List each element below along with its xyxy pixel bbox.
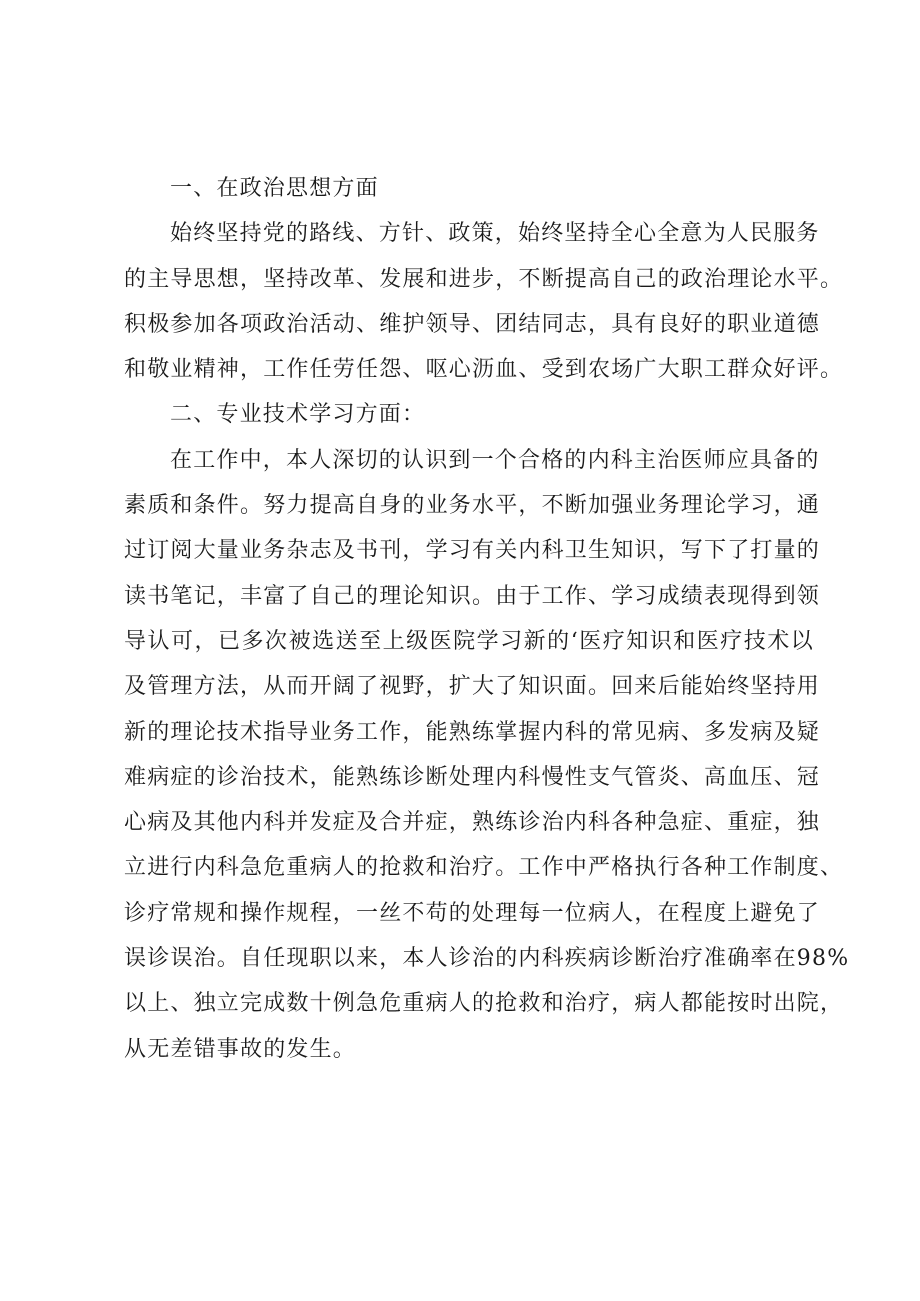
paragraph-line: 诊疗常规和操作规程，一丝不苟的处理每一位病人，在程度上避免了 bbox=[124, 900, 821, 926]
paragraph-line: 及管理方法，从而开阔了视野，扩大了知识面。回来后能始终坚持用 bbox=[124, 674, 821, 700]
section-heading-professional: 二、专业技术学习方面： bbox=[170, 402, 426, 428]
section-heading-political: 一、在政治思想方面 bbox=[170, 176, 379, 201]
paragraph-line: 过订阅大量业务杂志及书刊，学习有关内科卫生知识，写下了打量的 bbox=[124, 538, 821, 564]
paragraph-line: 在工作中，本人深切的认识到一个合格的内科主治医师应具备的 bbox=[170, 447, 820, 473]
paragraph-line: 素质和条件。努力提高自身的业务水平，不断加强业务理论学习，通 bbox=[124, 493, 821, 519]
paragraph-line: 新的理论技术指导业务工作，能熟练掌握内科的常见病、多发病及疑 bbox=[124, 719, 821, 745]
paragraph-line: 和敬业精神，工作任劳任怨、呕心沥血、受到农场广大职工群众好评。 bbox=[124, 357, 844, 383]
paragraph-line: 始终坚持党的路线、方针、政策，始终坚持全心全意为人民服务 bbox=[170, 221, 820, 247]
paragraph-line: 以上、独立完成数十例急危重病人的抢救和治疗，病人都能按时出院， bbox=[124, 991, 844, 1017]
document-body bbox=[124, 166, 850, 1072]
paragraph-line: 误诊误治。自任现职以来，本人诊治的内科疾病诊断治疗准确率在98% bbox=[124, 946, 850, 972]
paragraph-line: 心病及其他内科并发症及合并症，熟练诊治内科各种急症、重症，独 bbox=[124, 810, 821, 836]
paragraph-line: 的主导思想，坚持改革、发展和进步，不断提高自己的政治理论水平。 bbox=[124, 266, 844, 292]
paragraph-line: 导认可，已多次被选送至上级医院学习新的‘医疗知识和医疗技术以 bbox=[124, 628, 814, 654]
paragraph-line: 读书笔记，丰富了自己的理论知识。由于工作、学习成绩表现得到领 bbox=[124, 583, 821, 609]
paragraph-line: 从无差错事故的发生。 bbox=[124, 1036, 357, 1062]
paragraph-line: 积极参加各项政治活动、维护领导、团结同志，具有良好的职业道德 bbox=[124, 311, 821, 337]
paragraph-line: 立进行内科急危重病人的抢救和治疗。工作中严格执行各种工作制度、 bbox=[124, 855, 844, 881]
paragraph-line: 难病症的诊治技术，能熟练诊断处理内科慢性支气管炎、高血压、冠 bbox=[124, 764, 821, 790]
